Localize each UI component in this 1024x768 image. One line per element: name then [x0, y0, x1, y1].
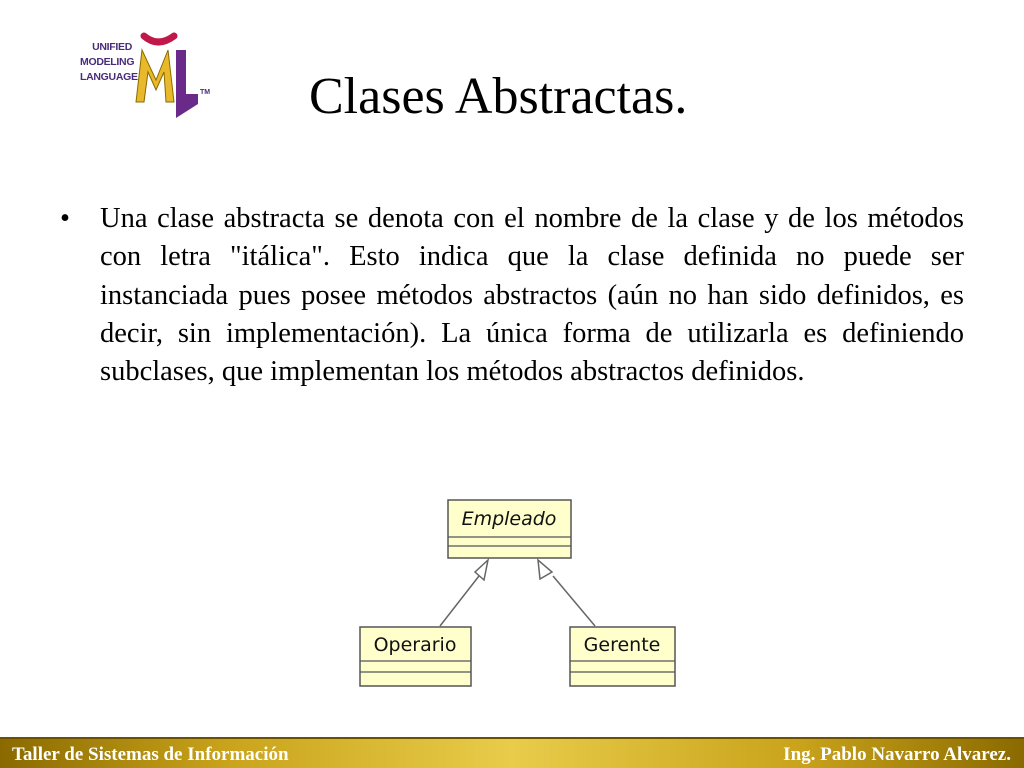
- logo-trademark: TM: [200, 89, 211, 96]
- uml-logo-text: [80, 40, 138, 85]
- footer-course-name: Taller de Sistemas de Información: [12, 744, 289, 765]
- uml-logo-mark: [134, 32, 206, 122]
- class-empleado: [448, 500, 571, 558]
- class-name-gerente: Gerente: [583, 634, 661, 656]
- inheritance-arrow-right: [538, 560, 595, 626]
- footer-bar: [0, 737, 1024, 768]
- class-operario: [360, 627, 471, 686]
- slide-title: Clases Abstractas.: [309, 68, 688, 125]
- bullet-text: Una clase abstracta se denota con el nombre de la clase y de los métodos con letra "itálica". Esto indica que la clase definida no puede ser instanciada pues posee métodos abstractos (aún no han sido definidos, es decir, sin implementación). La única forma de utilizarla es definiendo subclases, que implementan los métodos abstractos definidos.: [100, 203, 964, 388]
- uml-logo: [80, 32, 220, 127]
- logo-line-unified: UNIFIED: [92, 41, 132, 53]
- logo-line-language: LANGUAGE: [80, 71, 138, 83]
- class-name-empleado: Empleado: [461, 508, 557, 530]
- class-diagram: [356, 496, 680, 692]
- inheritance-arrow-left: [440, 560, 488, 626]
- bullet-marker: •: [60, 203, 70, 234]
- class-name-operario: Operario: [373, 634, 457, 656]
- class-gerente: [570, 627, 675, 686]
- logo-line-modeling: MODELING: [80, 56, 135, 68]
- bullet-item: [60, 200, 964, 391]
- footer-author: Ing. Pablo Navarro Alvarez.: [783, 744, 1011, 765]
